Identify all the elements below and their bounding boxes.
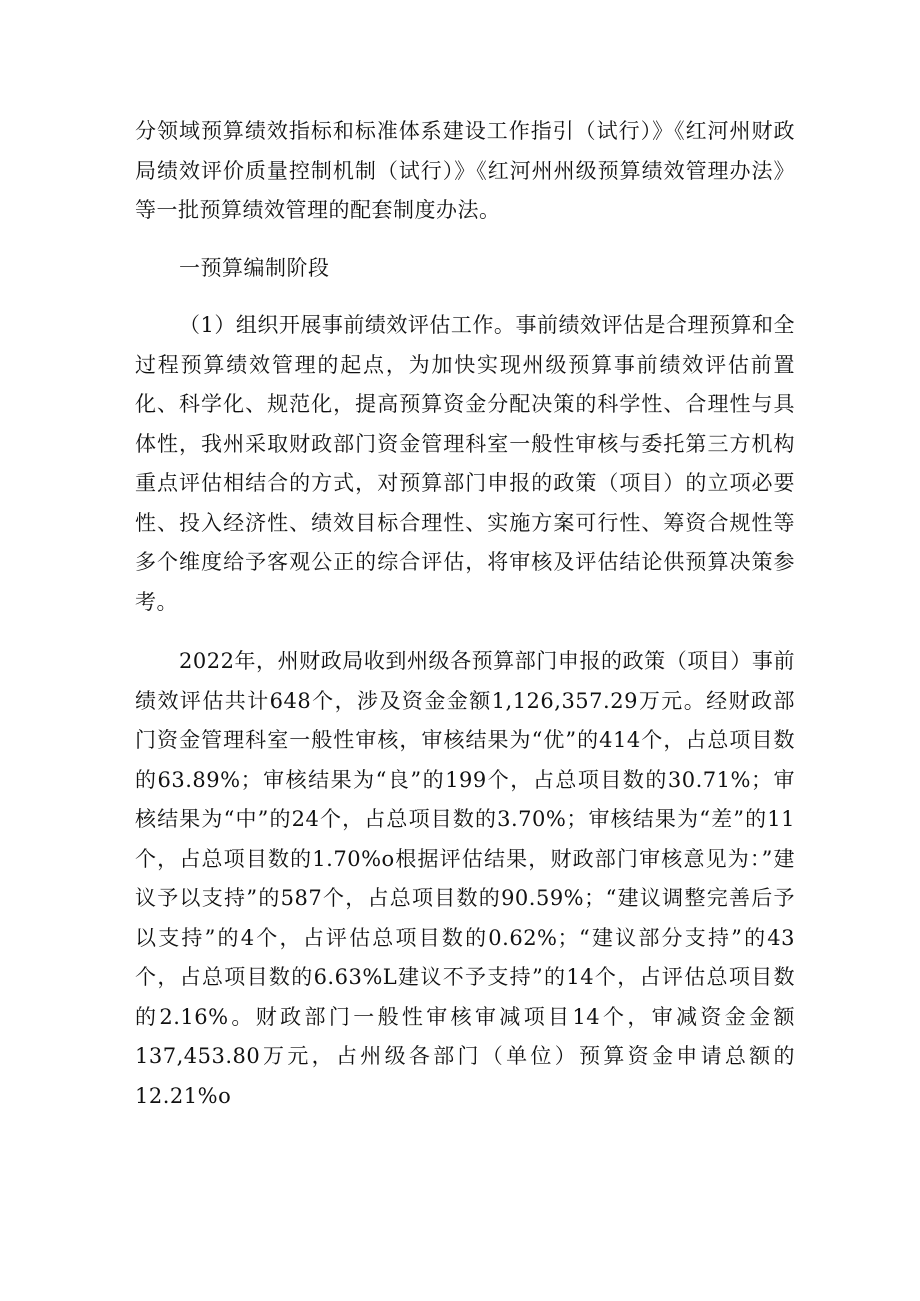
paragraph-continued: 分领域预算绩效指标和标准体系建设工作指引（试行）》《红河州财政局绩效评价质量控制机制（试行）》《红河州州级预算绩效管理办法》等一批预算绩效管理的配套制度办法。 [135,119,795,222]
document-body [135,112,795,1116]
section-heading: 一预算编制阶段 [179,255,330,280]
paragraph-2022-results: 2022年，州财政局收到州级各预算部门申报的政策（项目）事前绩效评估共计648个，涉及资金金额1,126,357.29万元。经财政部门资金管理科室一般性审核，审核结果为“优”的414个，占总项目数的63.89%；审核结果为“良”的199个，占总项目数的30.71%；审核结果为“中”的24个，占总项目数的3.70%；审核结果为“差”的11个，占总项目数的1.70%o根据评估结果，财政部门审核意见为：”建议予以支持”的587个，占总项目数的90.59%；“建议调整完善后予以支持”的4个，占评估总项目数的0.62%；“建议部分支持”的43个，占总项目数的6.63%L建议不予支持”的14个，占评估总项目数的2.16%。财政部门一般性审核审减项目14个，审减资金金额137,453.80万元，占州级各部门（单位）预算资金申请总额的12.21%o [135,649,795,1108]
paragraph-pre-assessment: （1）组织开展事前绩效评估工作。事前绩效评估是合理预算和全过程预算绩效管理的起点，为加快实现州级预算事前绩效评估前置化、科学化、规范化，提高预算资金分配决策的科学性、合理性与具体性，我州采取财政部门资金管理科室一般性审核与委托第三方机构重点评估相结合的方式，对预算部门申报的政策（项目）的立项必要性、投入经济性、绩效目标合理性、实施方案可行性、筹资合规性等多个维度给予客观公正的综合评估，将审核及评估结论供预算决策参考。 [135,313,795,614]
